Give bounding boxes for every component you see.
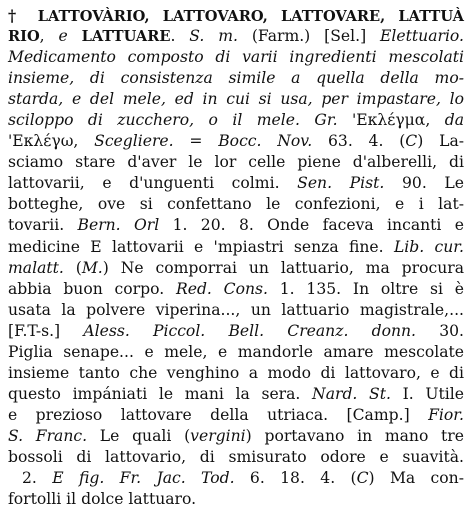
text-run: questo impániati le mani la sera. bbox=[8, 384, 313, 403]
entry-line bbox=[8, 152, 464, 173]
text-run: 1. 135. In oltre si è bbox=[267, 279, 464, 298]
text-run: medicine E lattovarii e 'mpiastri senza fine. bbox=[8, 237, 394, 256]
text-run: , bbox=[39, 27, 59, 46]
text-run: Medicamento composto di varii ingredienti mescolati bbox=[8, 48, 464, 67]
entry-line bbox=[8, 363, 464, 384]
entry-line bbox=[8, 426, 464, 447]
entry-line bbox=[8, 173, 464, 194]
text-run: tovarii. bbox=[8, 216, 78, 235]
entry-line bbox=[8, 47, 464, 68]
text-run: 'Εκλέγω, bbox=[8, 132, 95, 151]
text-run: Fior. bbox=[428, 405, 464, 424]
text-run: Red. Cons. bbox=[175, 279, 268, 298]
text-run: Lib. cur. bbox=[393, 237, 464, 256]
text-run: vergini bbox=[190, 426, 246, 445]
entry-line bbox=[8, 384, 464, 405]
text-run: 63. 4. ( bbox=[312, 132, 406, 151]
text-run: abbia buon corpo. bbox=[8, 279, 176, 298]
text-run: 6. 18. 4. ( bbox=[234, 469, 357, 488]
text-run: e bbox=[58, 27, 68, 46]
text-run: Scegliere. bbox=[94, 132, 174, 151]
entry-line bbox=[8, 26, 464, 47]
text-run: Bocc. Nov. bbox=[218, 132, 313, 151]
entry-line bbox=[8, 237, 464, 258]
entry-line bbox=[8, 300, 464, 321]
text-run: Sen. Pist. bbox=[297, 174, 385, 193]
entry-line bbox=[8, 5, 464, 26]
entry-line bbox=[8, 131, 464, 152]
entry-line bbox=[8, 489, 464, 510]
entry-line bbox=[8, 447, 464, 468]
entry-line bbox=[8, 405, 464, 426]
text-run: ) Ma con- bbox=[368, 469, 464, 488]
text-run: [F.T-s.] bbox=[8, 321, 84, 340]
text-run: sciloppo di zucchero, o il mele. Gr. bbox=[8, 111, 338, 130]
text-run: S. Franc. bbox=[8, 426, 88, 445]
text-run: lattovarii, e d'unguenti colmi. bbox=[8, 174, 298, 193]
dictionary-entry bbox=[8, 5, 464, 510]
text-run: Elettuario. bbox=[380, 27, 464, 46]
text-run: 90. Le bbox=[384, 174, 464, 193]
text-run: sciamo stare d'aver le lor celle piene d'alberelli, di bbox=[8, 153, 464, 172]
text-run: Bern. Orl bbox=[77, 216, 160, 235]
text-run: C bbox=[405, 132, 418, 151]
text-run: ) La- bbox=[417, 132, 465, 151]
text-run: Aless. Piccol. Bell. Creanz. donn. bbox=[83, 321, 417, 340]
text-run bbox=[68, 27, 82, 45]
text-run: 2. bbox=[22, 469, 53, 488]
text-run: LATTOVÀRIO, LATTOVARO, LATTOVARE, LATTUÀ bbox=[37, 8, 464, 25]
text-run: RIO bbox=[8, 28, 40, 46]
text-run: malatt. bbox=[8, 258, 64, 277]
text-run: 1. 20. 8. Onde faceva incanti e bbox=[159, 216, 464, 235]
entry-line bbox=[8, 258, 464, 279]
text-run: . bbox=[170, 27, 190, 46]
text-run: ( bbox=[63, 258, 82, 277]
text-run: Nard. St. bbox=[312, 384, 391, 403]
text-run: insieme tanto che venghino a modo di lattovaro, e di bbox=[8, 363, 464, 382]
text-run: S. m. bbox=[189, 27, 238, 46]
text-run: usata la polvere viperina..., un lattuario magistrale,... bbox=[8, 300, 464, 319]
text-run: M. bbox=[81, 258, 103, 277]
entry-line bbox=[8, 68, 464, 89]
entry-line bbox=[8, 89, 464, 110]
entry-line bbox=[8, 342, 464, 363]
text-run: bossoli di lattovario, di smisurato odore e suavità. bbox=[8, 447, 464, 466]
entry-line bbox=[8, 321, 464, 342]
text-run: e prezioso lattovare della utriaca. [Camp.] bbox=[8, 405, 429, 424]
text-run: Piglia senape... e mele, e mandorle amare mescolate bbox=[8, 342, 464, 361]
text-run: ) Ne comporrai un lattuario, ma procura bbox=[102, 258, 464, 277]
text-run: I. Utile bbox=[390, 384, 464, 403]
text-run: † bbox=[8, 6, 38, 25]
text-run: LATTUARE bbox=[81, 28, 171, 46]
text-run: Le quali ( bbox=[87, 426, 191, 445]
text-run: botteghe, ove si confettano le confezioni, e i lat- bbox=[8, 195, 464, 214]
entry-line bbox=[8, 279, 464, 300]
text-run: starda, e del mele, ed in cui si usa, per impastare, lo bbox=[8, 90, 464, 109]
text-run: C bbox=[356, 469, 369, 488]
entry-line bbox=[8, 215, 464, 236]
text-run: = bbox=[173, 132, 219, 151]
text-run: ) portavano in mano tre bbox=[245, 426, 464, 445]
text-run: insieme, di consistenza simile a quella della mo- bbox=[8, 69, 464, 88]
text-run: da bbox=[444, 111, 464, 130]
entry-line bbox=[8, 468, 464, 489]
text-run: 'Εκλέγμα, bbox=[337, 111, 445, 130]
entry-line bbox=[8, 110, 464, 131]
text-run: E fig. Fr. Jac. Tod. bbox=[52, 469, 235, 488]
entry-line bbox=[8, 194, 464, 215]
text-run: 30. bbox=[416, 321, 465, 340]
text-run: fortolli il dolce lattuaro. bbox=[8, 490, 197, 509]
text-run: (Farm.) [Sel.] bbox=[237, 27, 381, 46]
